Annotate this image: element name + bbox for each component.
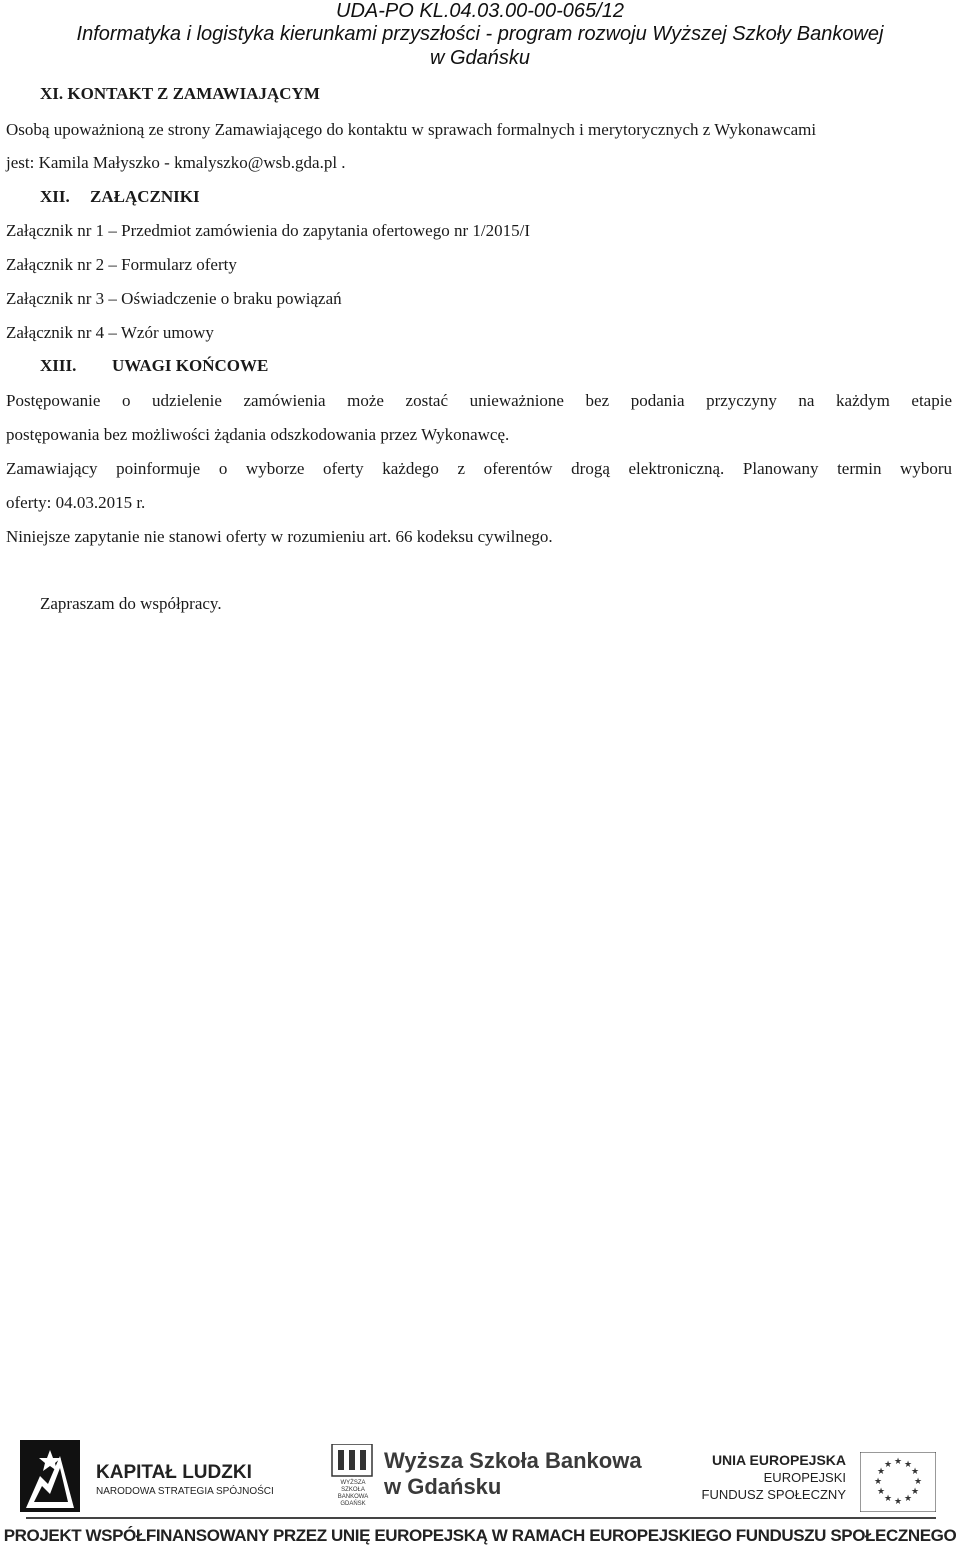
project-code: UDA-PO KL.04.03.00-00-065/12 (336, 0, 624, 22)
ue-line1: UNIA EUROPEJSKA (711, 1452, 846, 1468)
ue-logo (701, 1452, 936, 1514)
final-remarks-line1: Postępowanie o udzielenie zamówienia może zostać unieważnione bez podania przyczyny na każdym etapie (6, 391, 952, 410)
svg-text:★: ★ (894, 1497, 903, 1507)
final-remarks-line5: Niniejsze zapytanie nie stanowi oferty w rozumieniu art. 66 kodeksu cywilnego. (6, 527, 553, 546)
svg-text:★: ★ (877, 1467, 886, 1477)
footer-divider (26, 1517, 936, 1519)
wsb-city: w Gdańsku (384, 1474, 502, 1499)
svg-text:★: ★ (884, 1494, 893, 1504)
svg-text:★: ★ (914, 1477, 923, 1487)
section-xii-heading (40, 187, 200, 207)
ue-line3: FUNDUSZ SPOŁECZNY (701, 1487, 846, 1502)
section-xi-paragraph-line1: Osobą upoważnioną ze strony Zamawiającego do kontaktu w sprawach formalnych i merytorycznych z Wykonawcami (6, 120, 817, 139)
ue-line2: EUROPEJSKI (763, 1470, 846, 1485)
svg-text:★: ★ (877, 1487, 886, 1497)
kapital-ludzki-emblem-icon (20, 1440, 80, 1512)
svg-text:★: ★ (884, 1460, 893, 1470)
footer-cofinancing-note: PROJEKT WSPÓŁFINANSOWANY PRZEZ UNIĘ EUROPEJSKĄ W RAMACH EUROPEJSKIEGO FUNDUSZU SPOŁECZNEGO (3, 1526, 957, 1545)
attachment-item: Załącznik nr 1 – Przedmiot zamówienia do zapytania ofertowego nr 1/2015/I (6, 221, 530, 240)
program-title-city: w Gdańsku (429, 47, 531, 69)
eu-flag-icon (860, 1452, 936, 1512)
svg-text:★: ★ (894, 1457, 903, 1467)
section-xi-heading (40, 84, 320, 104)
wsb-logo (328, 1444, 668, 1514)
section-xii-title: ZAŁĄCZNIKI (90, 187, 200, 206)
program-title: Informatyka i logistyka kierunkami przyszłości - program rozwoju Wyższej Szkoły Bankowej (76, 23, 884, 45)
svg-text:★: ★ (904, 1494, 913, 1504)
section-xiii-title: UWAGI KOŃCOWE (112, 356, 269, 375)
svg-text:★: ★ (911, 1467, 920, 1477)
attachment-item: Załącznik nr 2 – Formularz oferty (6, 255, 237, 274)
svg-text:★: ★ (911, 1487, 920, 1497)
attachment-item: Załącznik nr 4 – Wzór umowy (6, 323, 214, 342)
final-remarks-line3: Zamawiający poinformuje o wyborze oferty każdego z oferentów drogą elektroniczną. Planowany termin wyboru (6, 459, 952, 478)
section-xii-number: XII. (40, 187, 70, 206)
kapital-ludzki-subtitle: NARODOWA STRATEGIA SPÓJNOŚCI (96, 1486, 274, 1497)
wsb-emblem-text: WYŻSZA SZKOŁA BANKOWA GDAŃSK (337, 1480, 369, 1507)
final-remarks-line4: oferty: 04.03.2015 r. (6, 493, 146, 512)
attachment-item: Załącznik nr 3 – Oświadczenie o braku powiązań (6, 289, 342, 308)
closing-text: Zapraszam do współpracy. (40, 594, 222, 613)
section-xi-title: KONTAKT Z ZAMAWIAJĄCYM (67, 84, 320, 103)
contact-person: jest: Kamila Małyszko - kmalyszko@wsb.gda.pl . (6, 153, 346, 172)
section-xi-number: XI. (40, 84, 64, 103)
section-xiii-heading (40, 356, 268, 376)
kapital-ludzki-logo (20, 1440, 280, 1512)
kapital-ludzki-title: KAPITAŁ LUDZKI (96, 1462, 252, 1483)
wsb-name: Wyższa Szkoła Bankowa (384, 1448, 642, 1473)
final-remarks-line2: postępowania bez możliwości żądania odszkodowania przez Wykonawcę. (6, 425, 510, 444)
svg-text:★: ★ (904, 1460, 913, 1470)
section-xiii-number: XIII. (40, 356, 77, 375)
svg-text:★: ★ (874, 1477, 883, 1487)
section-xi-paragraph-line2 (6, 153, 346, 173)
